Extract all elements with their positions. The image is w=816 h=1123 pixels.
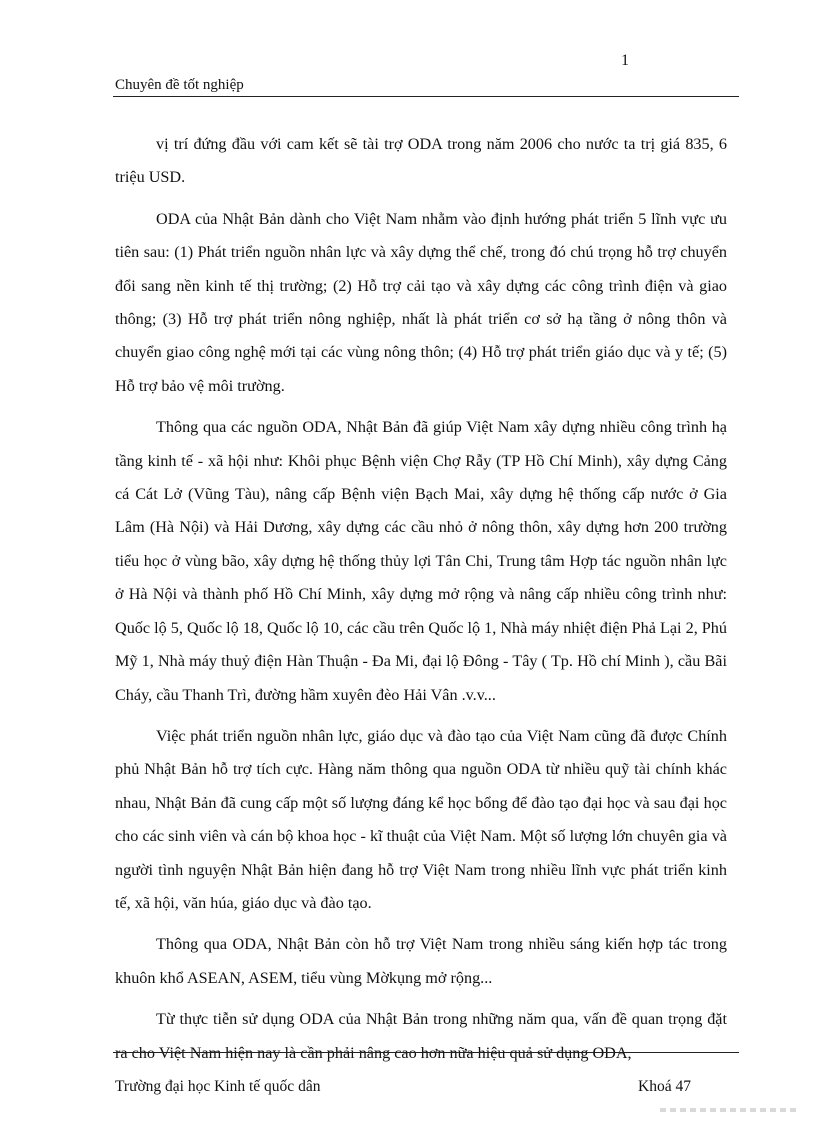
- header-divider: [113, 96, 739, 97]
- document-body: [115, 128, 727, 1078]
- paragraph-2: ODA của Nhật Bản dành cho Việt Nam nhằm vào định hướng phát triển 5 lĩnh vực ưu tiên sau: (1) Phát triển nguồn nhân lực và xây dựng thể chế, trong đó chú trọng hỗ trợ chuyển đổi sang nền kinh tế thị trường; (2) Hỗ trợ cải tạo và xây dựng các công trình điện và giao thông; (3) Hỗ trợ phát triển nông nghiệp, nhất là phát triển cơ sở hạ tầng ở nông thôn và chuyển giao công nghệ mới tại các vùng nông thôn; (4) Hỗ trợ phát triển giáo dục và y tế; (5) Hỗ trợ bảo vệ môi trường.: [115, 209, 727, 395]
- paragraph-6: Từ thực tiễn sử dụng ODA của Nhật Bản trong những năm qua, vấn đề quan trọng đặt ra cho Việt Nam hiện nay là cần phải nâng cao hơn nữa hiệu quả sử dụng ODA,: [115, 1010, 727, 1062]
- paragraph-1: vị trí đứng đầu với cam kết sẽ tài trợ ODA trong năm 2006 cho nước ta trị giá 835, 6 triệu USD.: [115, 135, 727, 187]
- footer-cohort: Khoá 47: [638, 1078, 691, 1095]
- paragraph-5: Thông qua ODA, Nhật Bản còn hỗ trợ Việt Nam trong nhiều sáng kiến hợp tác trong khuôn khổ ASEAN, ASEM, tiểu vùng Mờkụng mở rộng...: [115, 935, 727, 987]
- page-number: 1: [621, 52, 629, 69]
- page-edge-mark: [660, 1108, 800, 1112]
- header-title: Chuyên đề tốt nghiệp: [115, 77, 244, 93]
- footer-school: Trường đại học Kinh tế quốc dân: [115, 1078, 321, 1095]
- paragraph-3: Thông qua các nguồn ODA, Nhật Bản đã giúp Việt Nam xây dựng nhiều công trình hạ tầng kinh tế - xã hội như: Khôi phục Bệnh viện Chợ Rẫy (TP Hồ Chí Minh), xây dựng Cảng cá Cát Lở (Vũng Tàu), nâng cấp Bệnh viện Bạch Mai, xây dựng hệ thống cấp nước ở Gia Lâm (Hà Nội) và Hải Dương, xây dựng các cầu nhỏ ở nông thôn, xây dựng hơn 200 trường tiểu học ở vùng bão, xây dựng hệ thống thủy lợi Tân Chi, Trung tâm Hợp tác nguồn nhân lực ở Hà Nội và thành phố Hồ Chí Minh, xây dựng mở rộng và nâng cấp nhiều công trình như: Quốc lộ 5, Quốc lộ 18, Quốc lộ 10, các cầu trên Quốc lộ 1, Nhà máy nhiệt điện Phả Lại 2, Phú Mỹ 1, Nhà máy thuỷ điện Hàn Thuận - Đa Mi, đại lộ Đông - Tây ( Tp. Hồ chí Minh ), cầu Bãi Cháy, cầu Thanh Trì, đường hầm xuyên đèo Hải Vân .v.v...: [115, 418, 727, 704]
- paragraph-4: Việc phát triển nguồn nhân lực, giáo dục và đào tạo của Việt Nam cũng đã được Chính phủ Nhật Bản hỗ trợ tích cực. Hàng năm thông qua nguồn ODA từ nhiều quỹ tài chính khác nhau, Nhật Bản đã cung cấp một số lượng đáng kể học bổng để đào tạo đại học và sau đại học cho các sinh viên và cán bộ khoa học - kĩ thuật của Việt Nam. Một số lượng lớn chuyên gia và người tình nguyện Nhật Bản hiện đang hỗ trợ Việt Nam trong nhiều lĩnh vực phát triển kinh tế, xã hội, văn húa, giáo dục và đào tạo.: [115, 726, 727, 912]
- footer-divider: [113, 1052, 739, 1053]
